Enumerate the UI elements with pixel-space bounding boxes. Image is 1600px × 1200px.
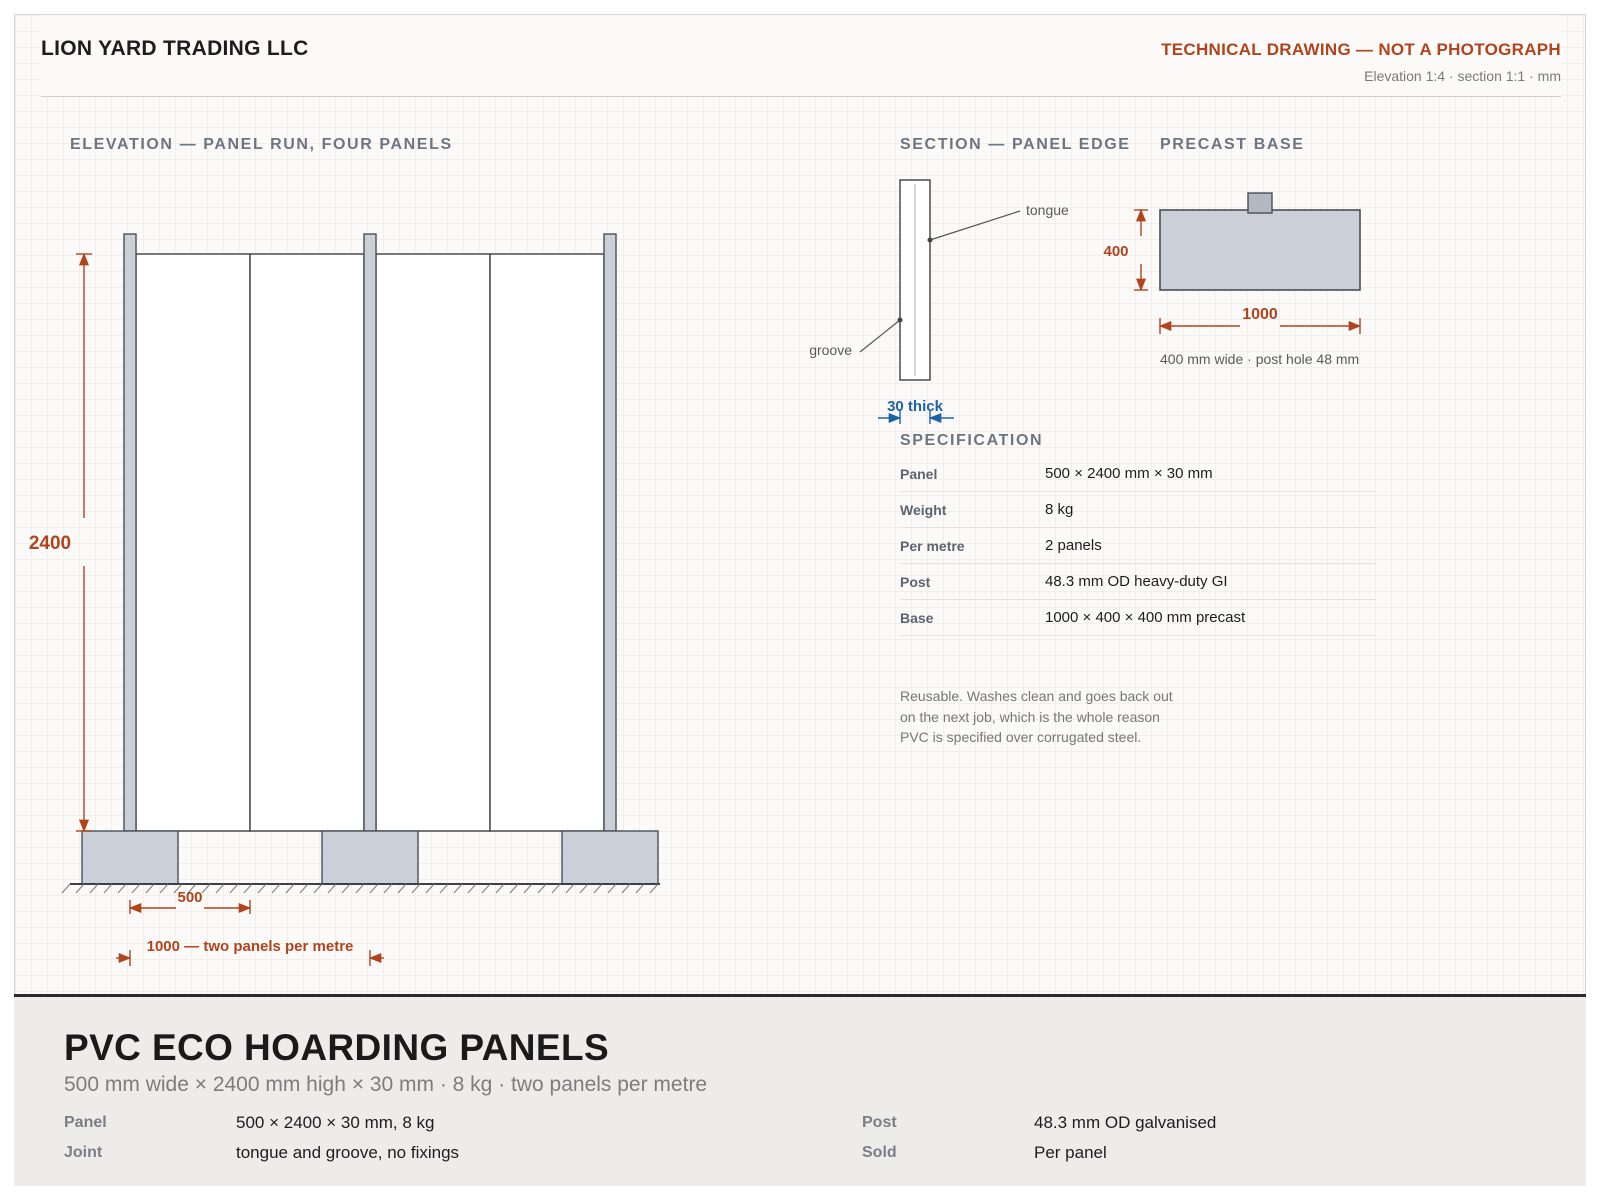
base-title: PRECAST BASE (1160, 136, 1305, 153)
spec-key: Base (900, 609, 934, 626)
company-name: LION YARD TRADING LLC (41, 37, 309, 60)
fact-value-sold: Per panel (1034, 1143, 1107, 1162)
tongue-leader (930, 211, 1020, 240)
panel (136, 254, 250, 831)
height-dimension-label: 2400 (28, 533, 72, 554)
specification-table (900, 456, 1376, 636)
panel (376, 254, 490, 831)
precast-base (322, 831, 418, 884)
elevation-title: ELEVATION — PANEL RUN, FOUR PANELS (70, 136, 453, 153)
groove-leader (860, 320, 900, 352)
product-subtitle: 500 mm wide × 2400 mm high × 30 mm · 8 kg · two panels per metre (64, 1073, 708, 1096)
groove-label: groove (809, 342, 852, 358)
scale-note: Elevation 1:4 · section 1:1 · mm (1364, 68, 1561, 84)
spec-row (900, 600, 1376, 636)
tongue-label: tongue (1026, 202, 1069, 218)
note-line: Reusable. Washes clean and goes back out (900, 688, 1173, 704)
groove-point (898, 318, 903, 323)
spec-row (900, 528, 1376, 564)
section-title: SECTION — PANEL EDGE (900, 136, 1131, 153)
spec-key: Panel (900, 465, 938, 482)
spec-row (900, 492, 1376, 528)
post (364, 234, 376, 831)
spec-row (900, 456, 1376, 492)
precast-base (82, 831, 178, 884)
post (124, 234, 136, 831)
spec-value: 1000 × 400 × 400 mm precast (1045, 609, 1246, 626)
product-footer (14, 994, 1586, 1186)
note-line: on the next job, which is the whole reason (900, 708, 1160, 725)
post-hole (1248, 193, 1272, 213)
spec-key: Weight (900, 501, 947, 518)
fact-key-joint: Joint (64, 1144, 103, 1161)
ground-hatching (62, 884, 658, 893)
precast-base (562, 831, 658, 884)
drawing-notice: TECHNICAL DRAWING — NOT A PHOTOGRAPH (1161, 40, 1561, 59)
base-height-dimension (1134, 210, 1148, 290)
reuse-note (900, 686, 1220, 748)
base-length-label: 1000 (1242, 306, 1278, 323)
panel-width-label: 500 (177, 889, 203, 906)
base-caption: 400 mm wide · post hole 48 mm (1160, 351, 1360, 367)
note-line: PVC is specified over corrugated steel. (900, 729, 1142, 745)
spec-value: 2 panels (1045, 537, 1102, 554)
fact-value-joint: tongue and groove, no fixings (236, 1143, 460, 1162)
spec-key: Per metre (900, 537, 965, 554)
fact-value-post: 48.3 mm OD galvanised (1034, 1113, 1217, 1132)
panel (490, 254, 604, 831)
spec-row (900, 564, 1376, 600)
height-dimension (76, 254, 92, 831)
product-title: PVC ECO HOARDING PANELS (64, 1027, 610, 1068)
specification-title: SPECIFICATION (900, 432, 1044, 449)
thickness-label: 30 thick (887, 398, 943, 415)
fact-key-sold: Sold (862, 1144, 897, 1161)
section-view (809, 180, 1069, 424)
elevation-view (29, 234, 660, 966)
post (604, 234, 616, 831)
spec-value: 48.3 mm OD heavy-duty GI (1045, 573, 1228, 590)
metre-dimension-label: 1000 — two panels per metre (146, 938, 354, 955)
spec-key: Post (900, 573, 931, 590)
spec-value: 8 kg (1045, 501, 1074, 518)
tongue-point (928, 238, 933, 243)
base-body (1160, 210, 1360, 290)
fact-key-panel: Panel (64, 1114, 107, 1131)
base-view (1103, 193, 1360, 367)
base-height-label: 400 (1103, 243, 1129, 260)
spec-value: 500 × 2400 mm × 30 mm (1045, 465, 1213, 482)
fact-value-panel: 500 × 2400 × 30 mm, 8 kg (236, 1113, 435, 1132)
panel (250, 254, 364, 831)
fact-key-post: Post (862, 1114, 897, 1131)
